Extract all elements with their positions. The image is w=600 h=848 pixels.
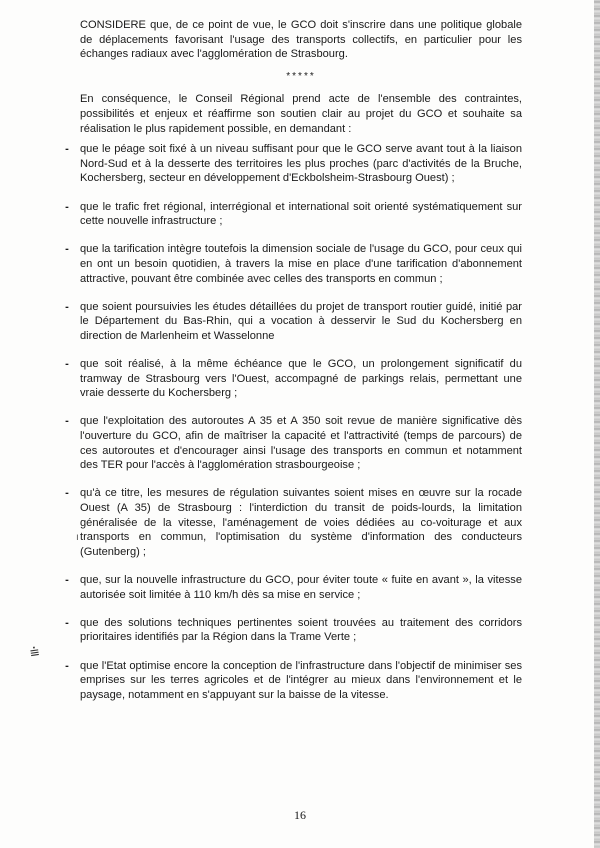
- bullet-dash: -: [65, 616, 69, 629]
- demand-text: que le péage soit fixé à un niveau suffisant pour que le GCO serve avant tout à la liaison Nord-Sud et à la desserte des territoires les plus proches (parc d'activités de la Bruche, Kochersberg, secteur en développement d'Eckbolsheim-Strasbourg Ouest) ;: [80, 143, 522, 185]
- bullet-dash: -: [65, 573, 69, 586]
- list-item: [65, 300, 522, 344]
- handwritten-margin-mark-icon: ⩧: [28, 643, 41, 662]
- demand-text: que l'Etat optimise encore la conception de l'infrastructure dans l'objectif de minimiser ses emprises sur les terres agricoles et de l'intégrer au mieux dans l'environnement et le paysage, notamment en s'appuyant sur la baisse de la vitesse.: [80, 659, 522, 701]
- bullet-dash: -: [65, 200, 69, 213]
- bullet-dash: -: [65, 243, 69, 256]
- demands-list: [65, 142, 522, 702]
- section-separator: *****: [286, 70, 316, 82]
- demand-text: que soient poursuivies les études détaillées du projet de transport routier guidé, initié par le Département du Bas-Rhin, qui a vocation à desservir le Sud du Kochersberg en direction de Marlenheim et Wasselonne: [80, 300, 522, 342]
- demand-text: que le trafic fret régional, interrégional et international soit orienté systématiquement sur cette nouvelle infrastructure ;: [80, 200, 522, 228]
- demand-text: que, sur la nouvelle infrastructure du GCO, pour éviter toute « fuite en avant », la vitesse autorisée soit limitée à 110 km/h dès sa mise en service ;: [80, 573, 522, 601]
- document-body: [65, 18, 522, 716]
- intro-paragraph: En conséquence, le Conseil Régional prend acte de l'ensemble des contraintes, possibilités et enjeux et réaffirme son soutien clair au projet du GCO et souhaite sa réalisation le plus rapidement possible, en demandant :: [80, 93, 522, 135]
- bullet-dash: -: [65, 415, 69, 428]
- demand-text: que soit réalisé, à la même échéance que le GCO, un prolongement significatif du tramway de Strasbourg vers l'Ouest, accompagné de parkings relais, permettant une vraie desserte du Kochersberg ;: [80, 358, 522, 400]
- list-item: [65, 242, 522, 286]
- bullet-dash: -: [65, 659, 69, 672]
- demand-text: qu'à ce titre, les mesures de régulation suivantes soient mises en œuvre sur la rocade Ouest (A 35) de Strasbourg : l'interdiction du transit de poids-lourds, la limitation généralisée de la vitesse, l'aménagement de voies dédiées au co-voiturage et aux transports en commun, l'optimisation du système d'information des conducteurs (Gutenberg) ;: [80, 487, 522, 558]
- bullet-dash: -: [65, 358, 69, 371]
- list-item: [65, 357, 522, 401]
- bullet-dash: -: [65, 487, 69, 500]
- list-item: [65, 486, 522, 559]
- list-item: [65, 659, 522, 703]
- list-item: [65, 142, 522, 186]
- list-item: [65, 616, 522, 645]
- list-item: [65, 200, 522, 229]
- bullet-dash: -: [65, 143, 69, 156]
- demand-text: que des solutions techniques pertinentes soient trouvées au traitement des corridors prioritaires identifiés par la Région dans la Trame Verte ;: [80, 616, 522, 644]
- bullet-dash: -: [65, 300, 69, 313]
- margin-tick-icon: ı: [76, 532, 79, 543]
- opening-paragraph: CONSIDERE que, de ce point de vue, le GCO doit s'inscrire dans une politique globale de déplacements favorisant l'usage des transports collectifs, en particulier pour les échanges radiaux avec l'agglomération de Strasbourg.: [80, 19, 522, 61]
- page-number: 16: [294, 808, 306, 822]
- list-item: [65, 573, 522, 602]
- scan-edge-artifact: [594, 0, 600, 848]
- demand-text: que l'exploitation des autoroutes A 35 et A 350 soit revue de manière significative dès l'ouverture du GCO, afin de maîtriser la capacité et l'attractivité (temps de parcours) de ces autoroutes et d'encourager ainsi l'usage des transports en commun et notamment des TER pour l'accès à l'agglomération strasbourgeoise ;: [80, 415, 522, 472]
- demand-text: que la tarification intègre toutefois la dimension sociale de l'usage du GCO, pour ceux qui en ont un besoin quotidien, à travers la mise en place d'une tarification d'abonnement attractive, pouvant être combinée avec celles des transports en commun ;: [80, 243, 522, 285]
- list-item: [65, 414, 522, 472]
